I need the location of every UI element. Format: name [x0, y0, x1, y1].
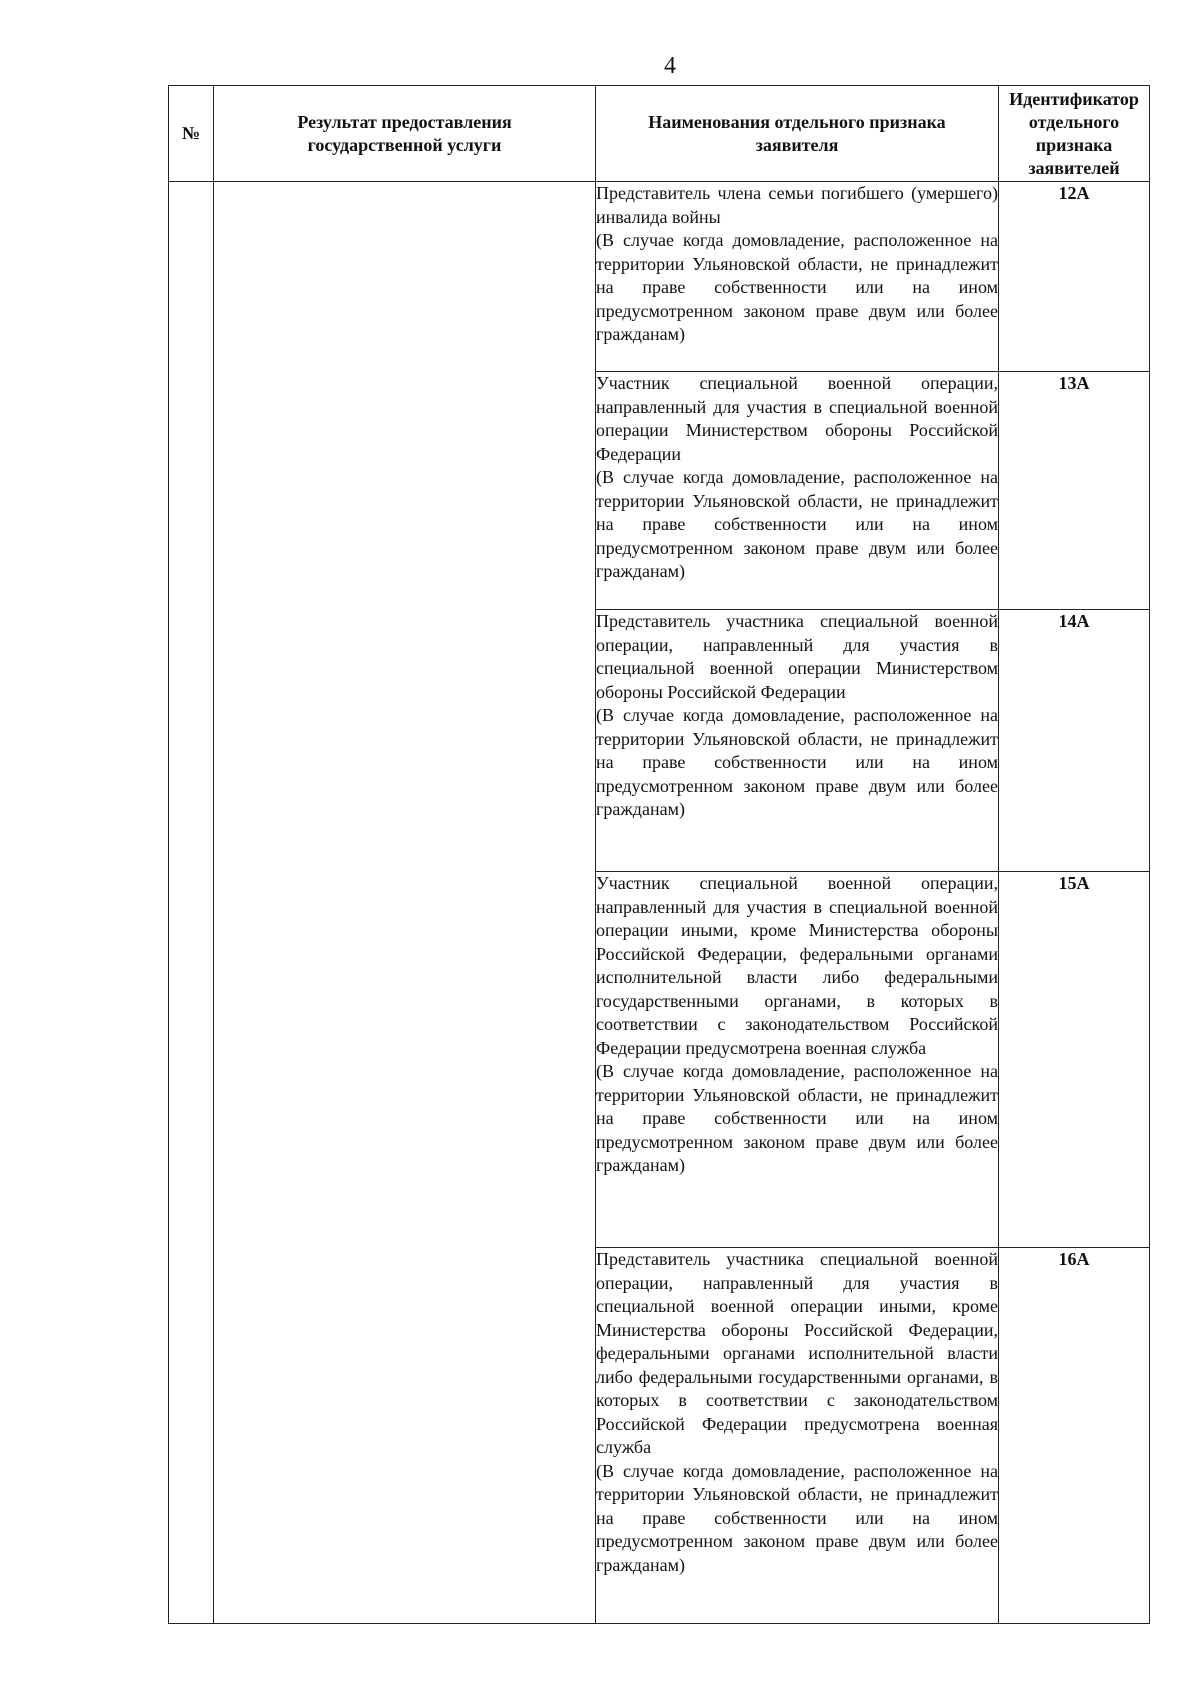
- header-result: Результат предоставления государственной услуги: [214, 86, 596, 182]
- identifier-cell: 12А: [999, 182, 1150, 372]
- number-cell: [169, 182, 214, 1624]
- table-header: [169, 86, 1150, 182]
- criterion-condition: (В случае когда домовладение, расположенное на территории Ульяновской области, не принадлежит на праве собственности или на ином предусмотренном законом праве двум или более гражданам): [596, 1460, 998, 1575]
- identifier-cell: 16А: [999, 1248, 1150, 1624]
- criterion-cell: [596, 610, 999, 872]
- table-body: [169, 182, 1150, 1624]
- criterion-cell: [596, 1248, 999, 1624]
- table-row: [169, 182, 1150, 372]
- criterion-condition: (В случае когда домовладение, расположенное на территории Ульяновской области, не принадлежит на праве собственности или на ином предусмотренном законом праве двум или более гражданам): [596, 467, 998, 581]
- result-cell: [214, 182, 596, 1624]
- criterion-text: Представитель участника специальной военной операции, направленный для участия в специальной военной операции иными, кроме Министерства обороны Российской Федерации, федеральными органами исполнительной власти либо федеральными государственными органами, в которых в соответствии с законодательством Российской Федерации предусмотрена военная служба: [596, 1249, 998, 1457]
- criterion-condition: (В случае когда домовладение, расположенное на территории Ульяновской области, не принадлежит на праве собственности или на ином предусмотренном законом праве двум или более гражданам): [596, 230, 998, 344]
- criterion-text: Участник специальной военной операции, направленный для участия в специальной военной операции иными, кроме Министерства обороны Российской Федерации, федеральными органами исполнительной власти либо федеральными государственными органами, в которых в соответствии с законодательством Российской Федерации предусмотрена военная служба: [596, 873, 998, 1058]
- criterion-cell: [596, 372, 999, 610]
- page-number: 4: [664, 53, 676, 79]
- header-row: [169, 86, 1150, 182]
- criterion-cell: [596, 182, 999, 372]
- header-number: №: [169, 86, 214, 182]
- criterion-text: Участник специальной военной операции, направленный для участия в специальной военной операции Министерством обороны Российской Федерации: [596, 373, 998, 464]
- identifier-cell: 13А: [999, 372, 1150, 610]
- criterion-text: Представитель члена семьи погибшего (умершего) инвалида войны: [596, 183, 998, 227]
- criterion-cell: [596, 872, 999, 1248]
- header-identifier: Идентификатор отдельного признака заявителей: [999, 86, 1150, 182]
- identifier-cell: 14А: [999, 610, 1150, 872]
- criterion-condition: (В случае когда домовладение, расположенное на территории Ульяновской области, не принадлежит на праве собственности или на ином предусмотренном законом праве двум или более гражданам): [596, 705, 998, 819]
- identifier-cell: 15А: [999, 872, 1150, 1248]
- criterion-text: Представитель участника специальной военной операции, направленный для участия в специальной военной операции Министерством обороны Российской Федерации: [596, 611, 998, 702]
- applicant-criteria-table: [168, 85, 1150, 1624]
- criterion-condition: (В случае когда домовладение, расположенное на территории Ульяновской области, не принадлежит на праве собственности или на ином предусмотренном законом праве двум или более гражданам): [596, 1061, 998, 1175]
- header-criterion: Наименования отдельного признака заявителя: [596, 86, 999, 182]
